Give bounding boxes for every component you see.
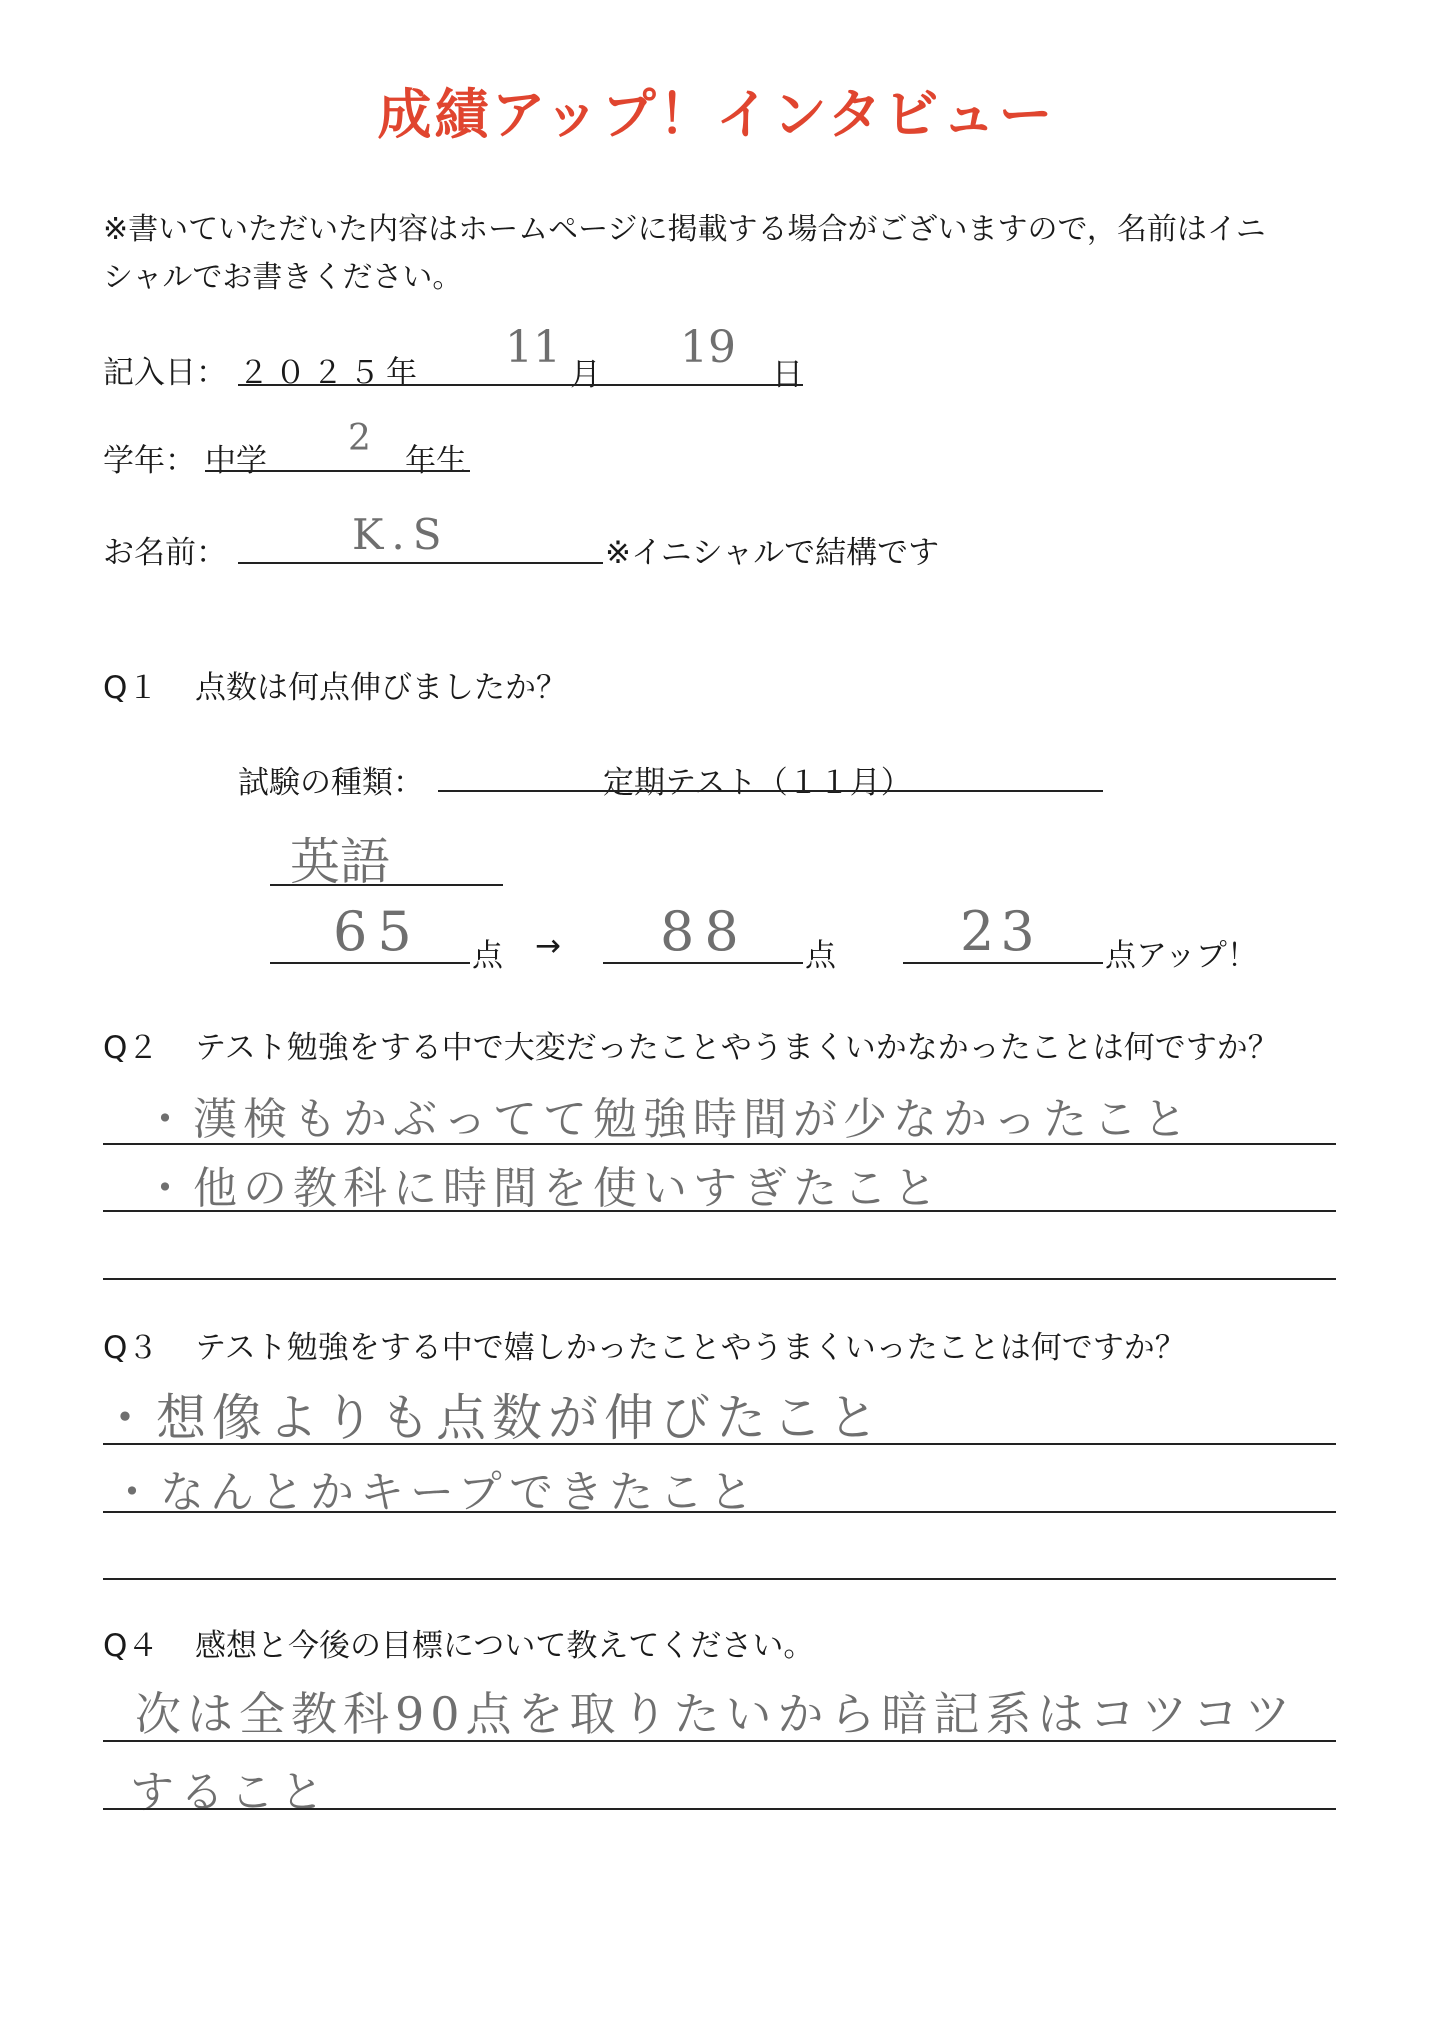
q3-number: Q３ [103, 1330, 159, 1366]
grade-prefix: 中学 [205, 443, 267, 479]
score-up-unit: 点アップ！ [1105, 938, 1258, 974]
score-up-value: 23 [960, 900, 1041, 963]
exam-type-underline [438, 790, 1103, 792]
q4-heading [103, 1620, 814, 1665]
q2-heading [103, 1022, 1279, 1067]
grade-underline [205, 470, 470, 472]
q2-text: テスト勉強をする中で大変だったことやうまくいかなかったことは何ですか？ [195, 1030, 1279, 1066]
q2-answer-line-2 [103, 1210, 1336, 1212]
score-after-underline [603, 962, 803, 964]
score-after-unit: 点 [805, 938, 836, 974]
notice-line-1: ※書いていただいた内容はホームページに掲載する場合がございますので，名前はイニ [103, 212, 1266, 247]
name-underline [238, 562, 603, 564]
q3-answer-line-1 [103, 1443, 1336, 1445]
page-title: 成績アップ！インタビュー [377, 83, 1056, 146]
subject-underline [270, 884, 503, 886]
score-after-value: 88 [660, 900, 749, 963]
exam-type-value: 定期テスト（１１月） [603, 765, 912, 801]
q4-answer-line-2 [103, 1808, 1336, 1810]
grade-label: 学年： [103, 443, 196, 479]
q2-answer-line-3 [103, 1278, 1336, 1280]
q3-answer-1: ・想像よりも点数が伸びたこと [100, 1389, 884, 1447]
q3-answer-2: ・なんとかキープできたこと [110, 1467, 760, 1518]
exam-type-label: 試験の種類： [238, 765, 424, 801]
q4-answer-1: 次は全教科90点を取りたいから暗記系はコツコツ [135, 1687, 1297, 1741]
grade-suffix: 年生 [405, 443, 467, 479]
notice-line-2: シャルでお書きください。 [103, 260, 463, 295]
q3-heading [103, 1322, 1186, 1367]
date-label: 記入日： [103, 355, 227, 391]
name-value: K.S [352, 510, 450, 559]
q4-answer-line-1 [103, 1740, 1336, 1742]
q1-number: Q１ [103, 670, 159, 706]
q4-number: Q４ [103, 1628, 159, 1664]
date-month-value: 11 [505, 322, 561, 373]
score-before-unit: 点 [472, 938, 503, 974]
q2-answer-1: ・漢検もかぶってて勉強時間が少なかったこと [143, 1094, 1193, 1145]
score-up-underline [903, 962, 1103, 964]
score-before-value: 65 [333, 900, 422, 963]
grade-value: 2 [348, 418, 371, 459]
q1-heading [103, 662, 567, 707]
q2-number: Q２ [103, 1030, 159, 1066]
q1-text: 点数は何点伸びましたか？ [195, 670, 567, 706]
date-day-value: 19 [680, 322, 736, 373]
q2-answer-line-1 [103, 1143, 1336, 1145]
q4-text: 感想と今後の目標について教えてください。 [195, 1628, 815, 1664]
date-underline [238, 384, 803, 386]
subject-value: 英語 [290, 833, 390, 891]
arrow-icon: → [535, 928, 561, 964]
q3-text: テスト勉強をする中で嬉しかったことやうまくいったことは何ですか？ [195, 1330, 1186, 1366]
date-day-unit: 日 [772, 357, 803, 393]
q3-answer-line-3 [103, 1578, 1336, 1580]
q2-answer-2: ・他の教科に時間を使いすぎたこと [143, 1163, 943, 1214]
q3-answer-line-2 [103, 1511, 1336, 1513]
date-year: ２０２５年 [238, 355, 423, 391]
score-before-underline [270, 962, 470, 964]
name-label: お名前： [103, 535, 227, 571]
name-note: ※イニシャルで結構です [605, 535, 940, 571]
q4-answer-2: すること [130, 1767, 330, 1818]
date-month-unit: 月 [570, 357, 601, 393]
